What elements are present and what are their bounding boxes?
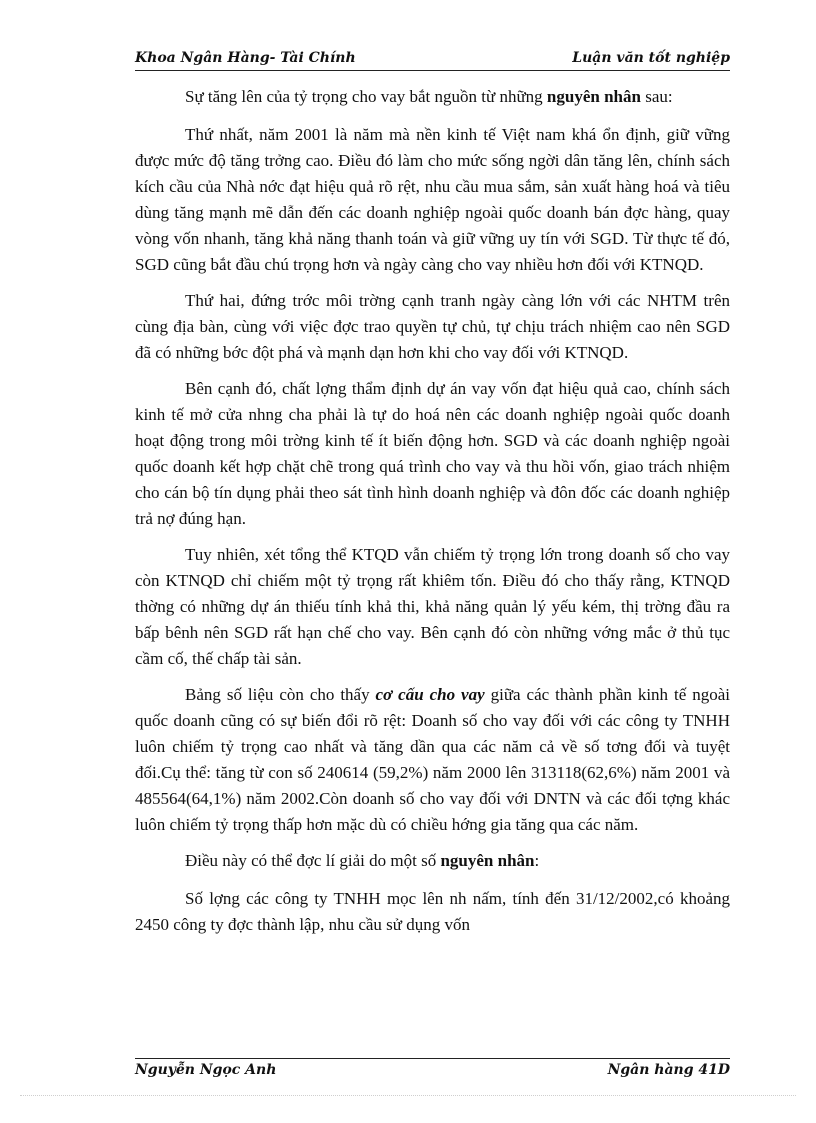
footer-author: Nguyễn Ngọc Anh (135, 1062, 277, 1078)
header-thesis-label: Luận văn tốt nghiệp (572, 50, 730, 66)
footer-class: Ngân hàng 41D (607, 1062, 730, 1078)
document-body (135, 84, 730, 948)
header-faculty: Khoa Ngân Hàng- Tài Chính (135, 50, 356, 66)
paragraph-first-reason: Thứ nhất, năm 2001 là năm mà nền kinh tế Việt nam khá ổn định, giữ vững được mức độ tăng trởng cao. Điều đó làm cho mức sống ngời dân tăng lên, chính sách kích cầu của Nhà nớc đạt hiệu quả rõ rệt, nhu cầu mua sắm, sản xuất hàng hoá và tiêu dùng tăng mạnh mẽ dẫn đến các doanh nghiệp ngoài quốc doanh bán đợc hàng, quay vòng vốn nhanh, tăng khả năng thanh toán và giữ vững uy tín với SGD. Từ thực tế đó, SGD cũng bắt đầu chú trọng hơn và ngày càng cho vay nhiều hơn đối với KTNQD. (135, 125, 730, 274)
bold-italic-term: cơ cấu cho vay (375, 685, 485, 704)
paragraph-appraisal: Bên cạnh đó, chất lợng thẩm định dự án vay vốn đạt hiệu quả cao, chính sách kinh tế mở cửa nhng cha phải là tự do hoá nên các doanh nghiệp ngoài quốc doanh hoạt động trong môi trờng kinh tế ít biến động hơn. SGD và các doanh nghiệp ngoài quốc doanh kết hợp chặt chẽ trong quá trình cho vay và thu hồi vốn, giao trách nhiệm cho cán bộ tín dụng phải theo sát tình hình doanh nghiệp và đôn đốc các doanh nghiệp trả nợ đúng hạn. (135, 379, 730, 528)
paragraph-explanation: Điều này có thể đợc lí giải do một số nguyên nhân: (185, 851, 540, 870)
bold-term-2: nguyên nhân (440, 851, 535, 870)
page-edge-divider (20, 1095, 796, 1096)
paragraph-intro: Sự tăng lên của tỷ trọng cho vay bắt nguồn từ những nguyên nhân sau: (185, 87, 673, 106)
page-footer (135, 1058, 730, 1081)
paragraph-second-reason: Thứ hai, đứng trớc môi trờng cạnh tranh ngày càng lớn với các NHTM trên cùng địa bàn, cùng với việc đợc trao quyền tự chủ, tự chịu trách nhiệm cao nên SGD đã có những bớc đột phá và mạnh dạn hơn khi cho vay đối với KTNQD. (135, 291, 730, 362)
paragraph-loan-structure: Bảng số liệu còn cho thấy cơ cấu cho vay giữa các thành phần kinh tế ngoài quốc doanh cũng có sự biến đổi rõ rệt: Doanh số cho vay đối với các công ty TNHH luôn chiếm tỷ trọng cao nhất và tăng dần qua các năm cả về số tơng đối và tuyệt đối.Cụ thể: tăng từ con số 240614 (59,2%) năm 2000 lên 313118(62,6%) năm 2001 và 485564(64,1%) năm 2002.Còn doanh số cho vay đối với DNTN và các đối tợng khác luôn chiếm tỷ trọng thấp hơn mặc dù có chiều hớng gia tăng qua các năm. (135, 685, 730, 834)
page-header (135, 46, 730, 71)
paragraph-however: Tuy nhiên, xét tổng thể KTQD vẫn chiếm tỷ trọng lớn trong doanh số cho vay còn KTNQD chỉ chiếm một tỷ trọng rất khiêm tốn. Điều đó cho thấy rằng, KTNQD thờng có những dự án thiếu tính khả thi, khả năng quản lý yếu kém, thị trờng đầu ra bấp bênh nên SGD rất hạn chế cho vay. Bên cạnh đó còn những vớng mắc ở thủ tục cầm cố, thế chấp tài sản. (135, 545, 730, 668)
paragraph-companies: Số lợng các công ty TNHH mọc lên nh nấm, tính đến 31/12/2002,có khoảng 2450 công ty đợc thành lập, nhu cầu sử dụng vốn (135, 889, 730, 934)
bold-term: nguyên nhân (546, 87, 641, 106)
